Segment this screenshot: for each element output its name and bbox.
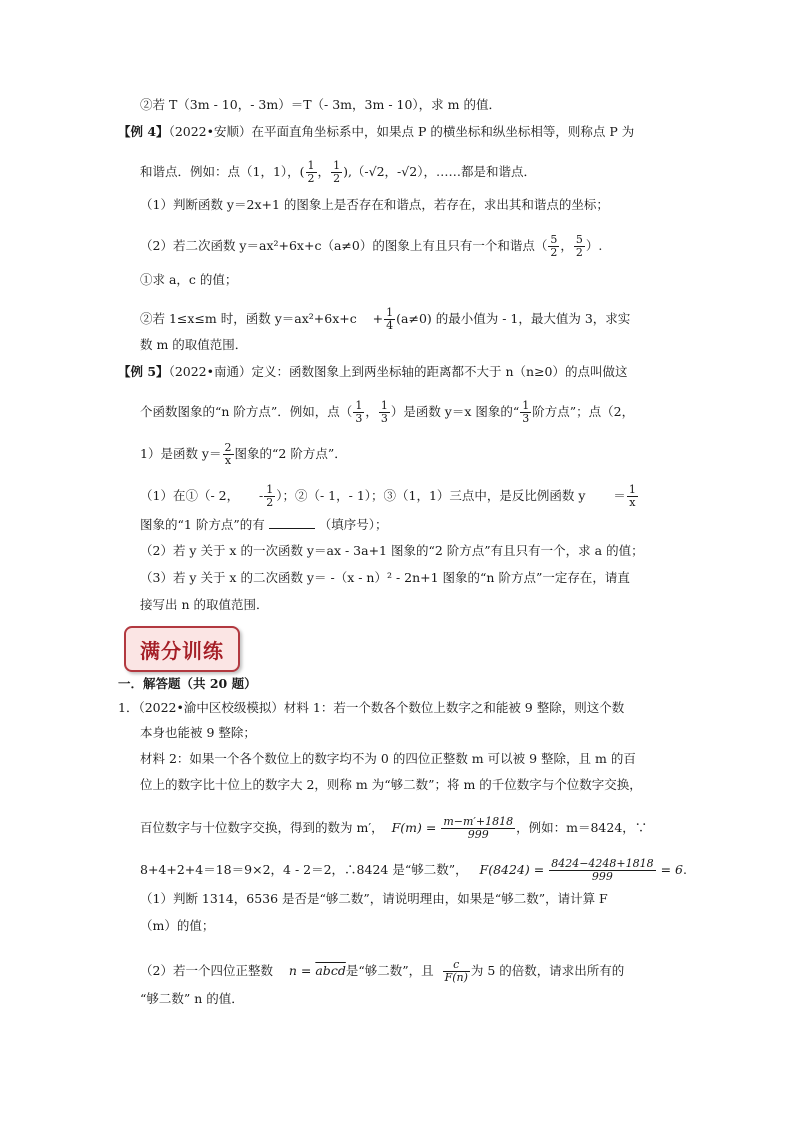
ex4-q2-2-c: 数 m 的取值范围． [140,337,248,352]
ex5-line2-c: 阶方点”；点（2， [532,404,635,419]
ex5-line3 [140,440,347,468]
p1-line5-b: ，例如：m＝8424，∵ [516,820,648,835]
n-eq: n = [288,963,316,978]
ex4-q1: （1）判断函数 y＝2x+1 的图象上是否存在和谐点，若存在，求出其和谐点的坐标； [140,197,609,212]
ex3-q2: ②若 T（3m - 10，- 3m）＝T（- 3m，3m - 10），求 m 的值． [140,97,501,112]
ex5-frac-two-over-x: $\frac{2}{x}$ [224,441,232,467]
ex5-q1-d: 图象的“1 阶方点”的有 [140,517,265,532]
ex4-frac-half-1: $\frac{1}{2}$ [307,159,315,185]
ex4-q2: （2）若二次函数 y＝ax²+6x+c（a≠0）的图象上有且只有一个和谐点（ $\frac{5}{2}$ ， $\frac{5}{2}$ ）. [140,233,603,259]
p1-line7: （1）判断 1314，6536 是否是“够二数”，请说明理由，如果是“够二数”，请计算 F [140,891,608,906]
ex5-line3-a: 1）是函数 y＝ [140,446,222,461]
ex5-q1-a: （1）在①（- 2， [140,488,240,503]
ex5-tag: 【例 5】 [118,364,169,379]
p1-line6-a: 8+4+2+4＝18＝9×2，4 - 2＝2，∴8424 是“够二数”， [140,862,468,877]
ex5-q3-b: 接写出 n 的取值范围． [140,597,269,612]
ex5-frac-third-2: $\frac{1}{3}$ [380,399,388,425]
fm-lhs: F(m) = [391,820,441,835]
p1-line2: 本身也能被 9 整除； [140,725,256,740]
ex5-neg: - [258,488,264,503]
ex4-frac-quarter: $\frac{1}{4}$ [386,306,394,332]
ex4-line2-a: 和谐点．例如：点（1，1），( [140,164,305,179]
ex4-q2-1: ①求 a，c 的值； [140,272,238,287]
ex4-q2-b: ）. [585,238,603,253]
p1-line9 [140,956,624,986]
p1-line6: 8+4+2+4＝18＝9×2，4 - 2＝2，∴8424 是“够二数”， F(8424) = $\frac{8424-4248+1818}{999}$ = 6. [140,857,687,883]
ex5-intro: （2022•南通）定义：函数图象上到两坐标轴的距离都不大于 n（n≥0）的点叫做这 [168,364,628,379]
p1-line10: “够二数” n 的值． [140,991,244,1006]
ex4-q2-2-b: (a≠0) 的最小值为 - 1，最大值为 3，求实 [396,311,631,326]
ex5-frac-inv: $\frac{1}{x}$ [628,483,636,509]
ex5-frac-third-3: $\frac{1}{3}$ [522,399,530,425]
abcd-overline: abcd [315,963,346,978]
ex4-frac-half-2: $\frac{1}{2}$ [333,159,341,185]
f8424-lhs: F(8424) = [479,862,549,877]
p1-line5-a: 百位数字与十位数字交换，得到的数为 m′， [140,820,384,835]
ex4-q2-2 [140,305,630,333]
ex5-q1-c: ＝ [613,488,626,503]
fm-frac: $\frac{m-m'+1818}{999}$ [443,815,514,841]
ex5-q1 [140,482,639,510]
ex5-q2: （2）若 y 关于 x 的一次函数 y＝ax - 3a+1 图象的“2 阶方点”有且只有一个，求 a 的值； [140,543,644,558]
p1-line9-c: 为 5 的倍数，请求出所有的 [470,963,625,978]
p1-line9-a: （2）若一个四位正整数 [140,963,273,978]
full-score-training-badge [124,626,240,672]
p1-line3: 材料 2：如果一个各个数位上的数字均不为 0 的四位正整数 m 可以被 9 整除，且 m 的百 [140,751,636,766]
ex5-q3: （3）若 y 关于 x 的二次函数 y＝ -（x - n）² - 2n+1 图象的“n 阶方点”一定存在，请直 [140,570,630,585]
ex5-frac-third-1: $\frac{1}{3}$ [355,399,363,425]
c-over-fn: $\frac{c}{F(n)}$ [444,958,468,984]
p1-line1: 1．（2022•渝中区校级模拟）材料 1：若一个数各个数位上数字之和能被 9 整除，则这个数 [118,700,625,715]
ex4-line1 [118,124,634,140]
ex5-line1 [118,364,628,380]
p1-line9-b: 是“够二数”，且 [345,963,434,978]
ex5-frac-neg-half: $\frac{1}{2}$ [266,483,274,509]
f8424-rhs: = 6 [656,862,684,877]
ex4-intro: （2022•安顺）在平面直角坐标系中，如果点 P 的横坐标和纵坐标相等，则称点 P 为 [168,124,635,139]
answer-blank[interactable] [269,516,315,529]
ex4-q2-a: （2）若二次函数 y＝ax²+6x+c（a≠0）的图象上有且只有一个和谐点（ [140,238,548,253]
ex5-q1-tail [140,516,387,533]
ex5-q1-b: ）；②（- 1，- 1）；③（1，1）三点中，是反比例函数 y [276,488,586,503]
section-heading: 一．解答题（共 20 题） [118,676,257,691]
ex5-line2: 个函数图象的“n 阶方点”．例如，点（ $\frac{1}{3}$ ， $\frac{1}{3}$ ）是函数 y＝x 图象的“ $\frac{1}{3}$ 阶方点”；点（2， [140,399,635,425]
ex4-frac-five-2: $\frac{5}{2}$ [575,233,583,259]
ex5-q1-e: （填序号）； [318,517,388,532]
ex5-line3-b: 图象的“2 阶方点”． [234,446,347,461]
ex5-line2-b: ）是函数 y＝x 图象的“ [390,404,520,419]
ex4-plus: + [372,311,384,326]
ex4-tag: 【例 4】 [118,124,169,139]
p1-line5 [140,814,647,842]
ex4-line2-b: ),（-√2，-√2），……都是和谐点． [343,164,536,179]
ex5-line2-a: 个函数图象的“n 阶方点”．例如，点（ [140,404,353,419]
p1-line4: 位上的数字比十位上的数字大 2，则称 m 为“够二数”；将 m 的千位数字与个位数字交换， [140,777,642,792]
badge-label: 满分训练 [140,638,224,663]
p1-line8: （m）的值； [140,918,215,933]
ex4-line2: 和谐点．例如：点（1，1），( $\frac{1}{2}$ ， $\frac{1}{2}$ ),（-√2，-√2），……都是和谐点． [140,159,536,185]
ex4-q2-2-a: ②若 1≤x≤m 时，函数 y＝ax²+6x+c [140,311,357,326]
ex4-frac-five-1: $\frac{5}{2}$ [550,233,558,259]
f8424-frac: $\frac{8424-4248+1818}{999}$ [551,857,654,883]
